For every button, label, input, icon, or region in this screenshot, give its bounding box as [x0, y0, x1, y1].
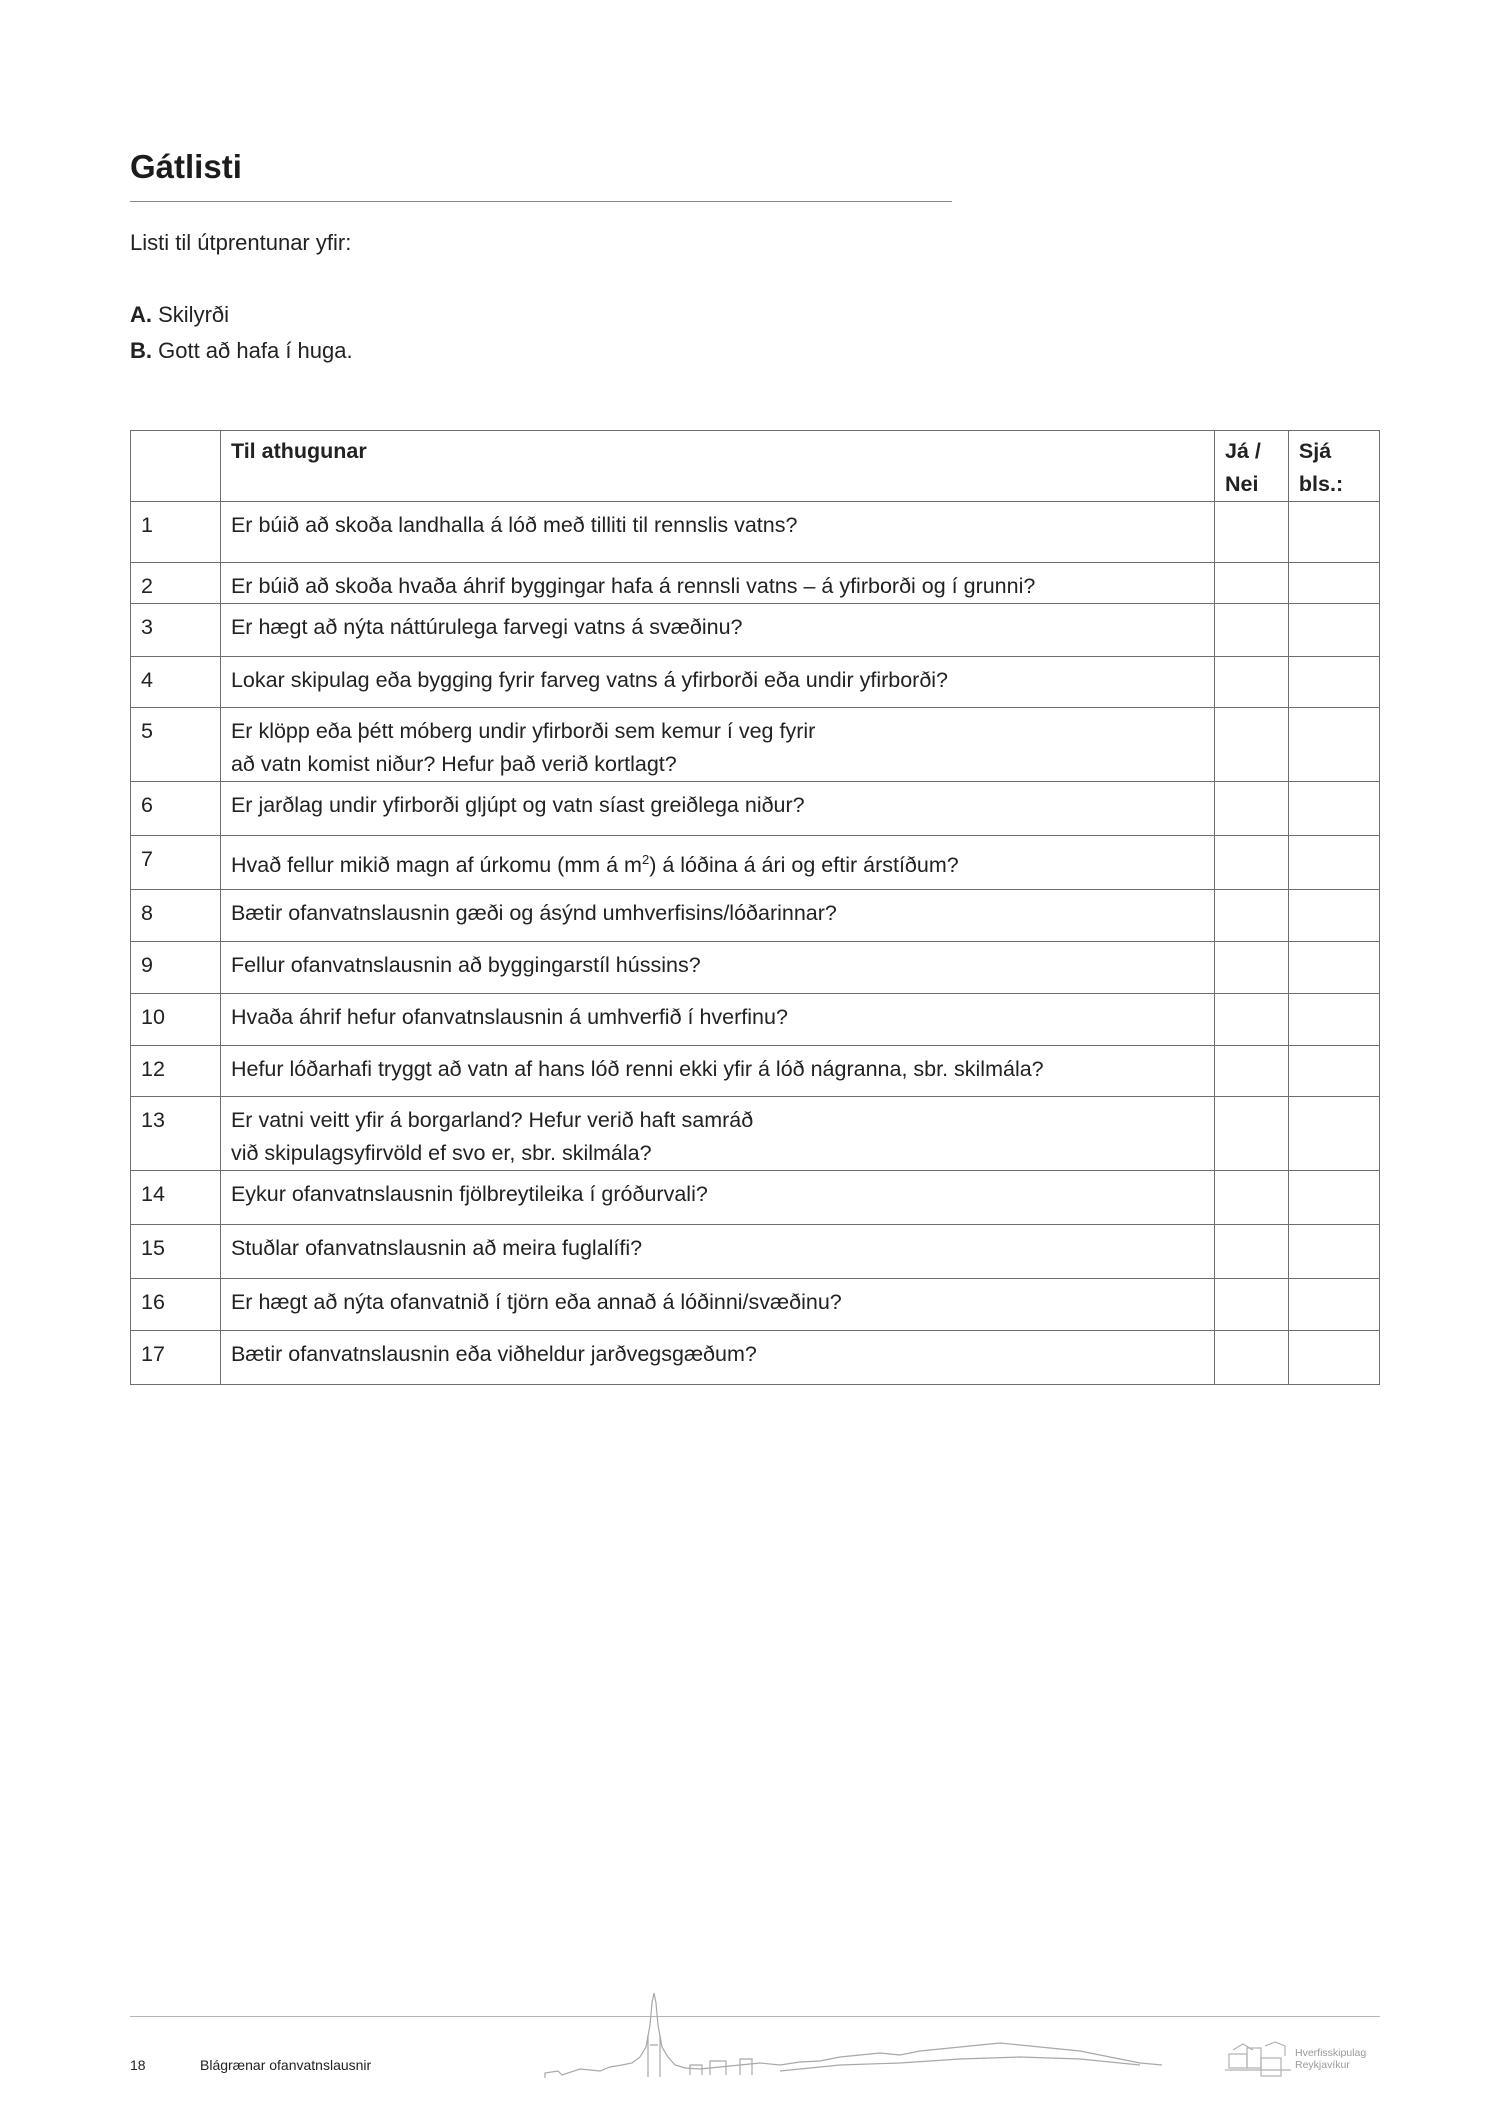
- see-page-cell[interactable]: [1288, 502, 1379, 563]
- row-number: 9: [131, 942, 221, 994]
- page-number: 18: [130, 2057, 146, 2073]
- row-question: Bætir ofanvatnslausnin gæði og ásýnd umhverfisins/lóðarinnar?: [220, 890, 1214, 942]
- see-page-cell[interactable]: [1288, 563, 1379, 604]
- see-page-cell[interactable]: [1288, 1225, 1379, 1279]
- row-question-text: Hvað fellur mikið magn af úrkomu (mm á m: [230, 853, 642, 878]
- row-question: [220, 1097, 1214, 1171]
- legend-key: A.: [130, 302, 152, 327]
- yes-no-cell[interactable]: [1215, 563, 1289, 604]
- title-divider: [130, 201, 952, 202]
- legend-text: Gott að hafa í huga.: [158, 338, 353, 363]
- legend-key: B.: [130, 338, 152, 363]
- row-number: 3: [131, 604, 221, 657]
- hverfisskipulag-logo-icon: [1225, 2040, 1293, 2080]
- see-page-cell[interactable]: [1288, 604, 1379, 657]
- see-page-cell[interactable]: [1288, 708, 1379, 782]
- row-question: Er hægt að nýta ofanvatnið í tjörn eða annað á lóðinni/svæðinu?: [220, 1279, 1214, 1331]
- row-number: 17: [131, 1331, 221, 1385]
- row-question: [220, 708, 1214, 782]
- row-question-line: Er klöpp eða þétt móberg undir yfirborði sem kemur í veg fyrir: [230, 719, 816, 743]
- brand-line: Reykjavíkur: [1295, 2059, 1350, 2071]
- page-title: Gátlisti: [130, 148, 242, 185]
- row-number: 15: [131, 1225, 221, 1279]
- row-question: Fellur ofanvatnslausnin að byggingarstíl hússins?: [220, 942, 1214, 994]
- table-row: [131, 1171, 1380, 1225]
- yes-no-cell[interactable]: [1215, 1225, 1289, 1279]
- see-page-cell[interactable]: [1288, 994, 1379, 1046]
- yes-no-cell[interactable]: [1215, 942, 1289, 994]
- row-number: 10: [131, 994, 221, 1046]
- legend-text: Skilyrði: [158, 302, 230, 327]
- row-question: Stuðlar ofanvatnslausnin að meira fuglalífi?: [220, 1225, 1214, 1279]
- row-question: Eykur ofanvatnslausnin fjölbreytileika í gróðurvali?: [220, 1171, 1214, 1225]
- table-row: [131, 942, 1380, 994]
- see-page-cell[interactable]: [1288, 942, 1379, 994]
- row-question: [220, 836, 1214, 890]
- yes-no-cell[interactable]: [1215, 604, 1289, 657]
- row-question: Hefur lóðarhafi tryggt að vatn af hans lóð renni ekki yfir á lóð nágranna, sbr. skilmála?: [220, 1046, 1214, 1097]
- row-number: 5: [131, 708, 221, 782]
- table-row: [131, 782, 1380, 836]
- yes-no-cell[interactable]: [1215, 502, 1289, 563]
- row-question: Er búið að skoða landhalla á lóð með tilliti til rennslis vatns?: [220, 502, 1214, 563]
- row-number: 13: [131, 1097, 221, 1171]
- table-row: [131, 604, 1380, 657]
- table-header-row: [131, 431, 1380, 502]
- table-row: [131, 1097, 1380, 1171]
- row-number: 7: [131, 836, 221, 890]
- table-row: [131, 1046, 1380, 1097]
- table-row: [131, 563, 1380, 604]
- table-row: [131, 708, 1380, 782]
- table-row: [131, 890, 1380, 942]
- header-yes-no: Já / Nei: [1215, 431, 1289, 502]
- row-number: 6: [131, 782, 221, 836]
- yes-no-cell[interactable]: [1215, 1331, 1289, 1385]
- yes-no-cell[interactable]: [1215, 1046, 1289, 1097]
- row-number: 14: [131, 1171, 221, 1225]
- legend: [130, 297, 353, 369]
- row-number: 4: [131, 657, 221, 708]
- legend-item-a: [130, 297, 353, 333]
- row-question: Hvaða áhrif hefur ofanvatnslausnin á umhverfið í hverfinu?: [220, 994, 1214, 1046]
- see-page-cell[interactable]: [1288, 890, 1379, 942]
- row-question-line: við skipulagsyfirvöld ef svo er, sbr. skilmála?: [230, 1141, 652, 1165]
- header-see-page: Sjá bls.:: [1288, 431, 1379, 502]
- yes-no-cell[interactable]: [1215, 1097, 1289, 1171]
- row-number: 2: [131, 563, 221, 604]
- legend-item-b: [130, 333, 353, 369]
- yes-no-cell[interactable]: [1215, 657, 1289, 708]
- see-page-cell[interactable]: [1288, 836, 1379, 890]
- yes-no-cell[interactable]: [1215, 836, 1289, 890]
- table-row: [131, 1331, 1380, 1385]
- header-question: Til athugunar: [220, 431, 1214, 502]
- see-page-cell[interactable]: [1288, 1279, 1379, 1331]
- see-page-cell[interactable]: [1288, 1171, 1379, 1225]
- see-page-cell[interactable]: [1288, 1331, 1379, 1385]
- checklist-table: [130, 430, 1380, 1385]
- row-number: 8: [131, 890, 221, 942]
- see-page-cell[interactable]: [1288, 1097, 1379, 1171]
- row-question: Er hægt að nýta náttúrulega farvegi vatns á svæðinu?: [220, 604, 1214, 657]
- header-num: [131, 431, 221, 502]
- see-page-cell[interactable]: [1288, 782, 1379, 836]
- table-row: [131, 836, 1380, 890]
- row-question-text: ) á lóðina á ári og eftir árstíðum?: [649, 853, 959, 878]
- yes-no-cell[interactable]: [1215, 890, 1289, 942]
- table-row: [131, 1225, 1380, 1279]
- table-row: [131, 994, 1380, 1046]
- yes-no-cell[interactable]: [1215, 708, 1289, 782]
- yes-no-cell[interactable]: [1215, 1171, 1289, 1225]
- table-row: [131, 502, 1380, 563]
- intro-text: Listi til útprentunar yfir:: [130, 230, 352, 255]
- see-page-cell[interactable]: [1288, 1046, 1379, 1097]
- row-number: 1: [131, 502, 221, 563]
- yes-no-cell[interactable]: [1215, 1279, 1289, 1331]
- table-row: [131, 1279, 1380, 1331]
- row-question-line: Er vatni veitt yfir á borgarland? Hefur verið haft samráð: [230, 1108, 754, 1132]
- row-question: Bætir ofanvatnslausnin eða viðheldur jarðvegsgæðum?: [220, 1331, 1214, 1385]
- row-number: 12: [131, 1046, 221, 1097]
- see-page-cell[interactable]: [1288, 657, 1379, 708]
- city-skyline-icon: [540, 1985, 1165, 2080]
- row-question: Lokar skipulag eða bygging fyrir farveg vatns á yfirborði eða undir yfirborði?: [220, 657, 1214, 708]
- document-name: Blágrænar ofanvatnslausnir: [200, 2057, 372, 2073]
- superscript: 2: [641, 852, 650, 867]
- yes-no-cell[interactable]: [1215, 994, 1289, 1046]
- yes-no-cell[interactable]: [1215, 782, 1289, 836]
- row-question: Er jarðlag undir yfirborði gljúpt og vatn síast greiðlega niður?: [220, 782, 1214, 836]
- row-number: 16: [131, 1279, 221, 1331]
- brand-line: Hverfisskipulag: [1295, 2047, 1367, 2059]
- table-row: [131, 657, 1380, 708]
- row-question-line: að vatn komist niður? Hefur það verið kortlagt?: [230, 752, 677, 776]
- brand-name: [1295, 2047, 1366, 2071]
- row-question: Er búið að skoða hvaða áhrif byggingar hafa á rennsli vatns – á yfirborði og í grunni?: [220, 563, 1214, 604]
